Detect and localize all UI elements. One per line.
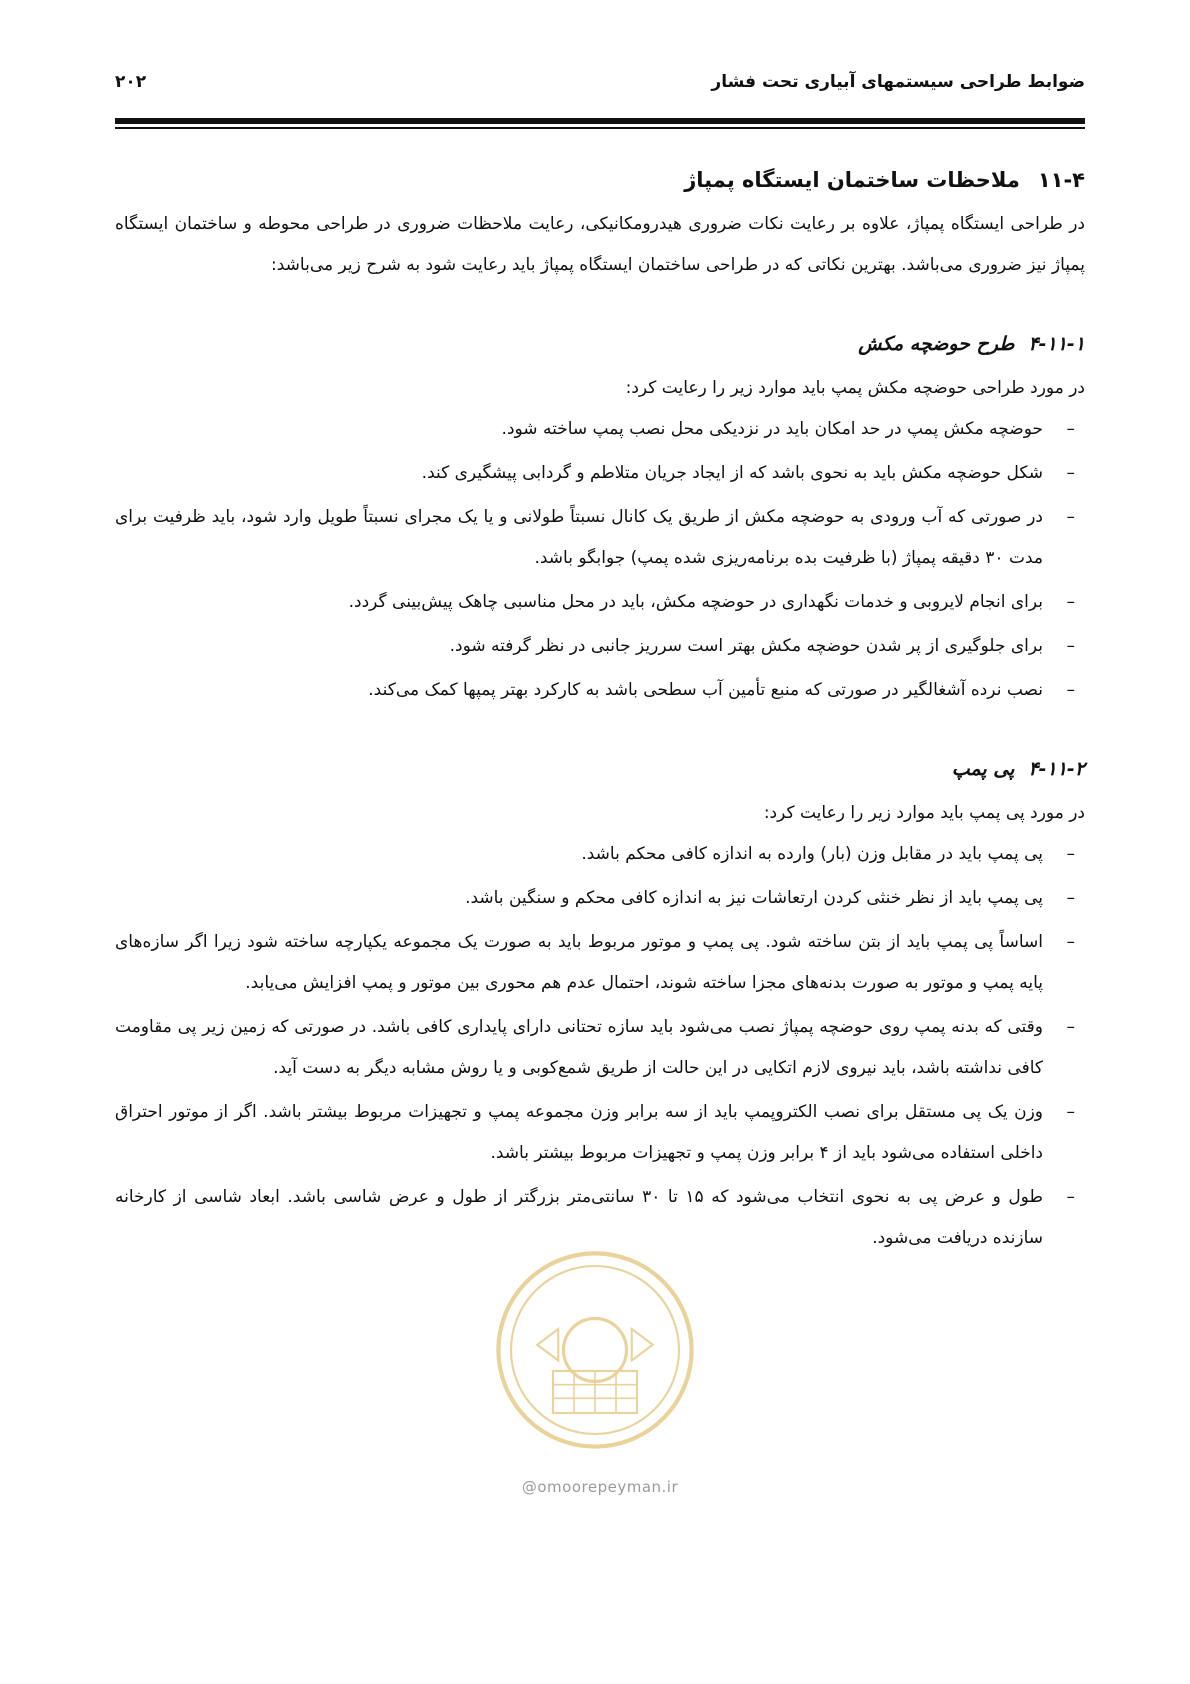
- subsection-heading-2: [115, 749, 1085, 789]
- page-number: ۲۰۲: [115, 72, 147, 92]
- subsection-intro-1: در مورد طراحی حوضچه مکش پمپ باید موارد زیر را رعایت کرد:: [625, 378, 1085, 398]
- section-title: ملاحظات ساختمان ایستگاه پمپاژ: [684, 168, 1020, 192]
- pump-foundation-list: [115, 834, 1085, 1259]
- list-item: – اساساً پی پمپ باید از بتن ساخته شود. پی پمپ و موتور مربوط باید به صورت یک مجموعه یکپارچه ساخته شود زیرا اگر سازه‌های پایه پمپ و موتور به صورت بدنه‌های مجزا ساخته شوند، احتمال عدم هم محوری بین موتور و پمپ افزایش می‌یابد.: [115, 922, 1085, 1004]
- subsection-number-1: ۴-۱۱-۱: [1028, 333, 1085, 355]
- header-rule-thin: [115, 127, 1085, 129]
- watermark-seal-icon: [490, 1245, 700, 1455]
- list-item: – برای جلوگیری از پر شدن حوضچه مکش بهتر است سرریز جانبی در نظر گرفته شود.: [115, 626, 1085, 667]
- subsection-intro-2: در مورد پی پمپ باید موارد زیر را رعایت کرد:: [763, 803, 1085, 823]
- subsection-heading-1: [115, 324, 1085, 364]
- watermark-text: @omoorepeyman.ir: [521, 1478, 679, 1496]
- running-title: ضوابط طراحی سیستمهای آبیاری تحت فشار: [711, 72, 1085, 92]
- list-item: – پی پمپ باید در مقابل وزن (بار) وارده به اندازه کافی محکم باشد.: [115, 834, 1085, 875]
- subsection-number-2: ۴-۱۱-۲: [1028, 758, 1085, 780]
- section-intro: در طراحی ایستگاه پمپاژ، علاوه بر رعایت نکات ضروری هیدرومکانیکی، رعایت ملاحظات ضروری در طراحی محوطه و ساختمان ایستگاه پمپاژ نیز ضروری می‌باشد. بهترین نکاتی که در طراحی ساختمان ایستگاه پمپاژ باید رعایت شود به شرح زیر می‌باشد:: [115, 214, 1085, 275]
- subsection-title-2: پی پمپ: [951, 758, 1015, 780]
- list-item: – در صورتی که آب ورودی به حوضچه مکش از طریق یک کانال نسبتاً طولانی و یا یک مجرای نسبتاً طویل وارد شود، باید ظرفیت برای مدت ۳۰ دقیقه پمپاژ (با ظرفیت بده برنامه‌ریزی شده پمپ) جوابگو باشد.: [115, 497, 1085, 579]
- list-item: – شکل حوضچه مکش باید به نحوی باشد که از ایجاد جریان متلاطم و گردابی پیشگیری کند.: [115, 453, 1085, 494]
- list-item: – پی پمپ باید از نظر خنثی کردن ارتعاشات نیز به اندازه کافی محکم و سنگین باشد.: [115, 878, 1085, 919]
- section-heading: [115, 160, 1085, 200]
- list-item: – برای انجام لایروبی و خدمات نگهداری در حوضچه مکش، باید در محل مناسبی چاهک پیش‌بینی گردد.: [115, 582, 1085, 623]
- list-item: – طول و عرض پی به نحوی انتخاب می‌شود که ۱۵ تا ۳۰ سانتی‌متر بزرگتر از طول و عرض شاسی باشد. ابعاد شاسی از کارخانه سازنده دریافت می‌شود.: [115, 1177, 1085, 1259]
- subsection-title-1: طرح حوضچه مکش: [858, 333, 1015, 355]
- list-item: – وزن یک پی مستقل برای نصب الکتروپمپ باید از سه برابر وزن مجموعه پمپ و تجهیزات مربوط بیشتر باشد. اگر از موتور احتراق داخلی استفاده می‌شود باید از ۴ برابر وزن پمپ و تجهیزات مربوط بیشتر باشد.: [115, 1092, 1085, 1174]
- list-item: – نصب نرده آشغالگیر در صورتی که منبع تأمین آب سطحی باشد به کارکرد بهتر پمپها کمک می‌کند.: [115, 670, 1085, 711]
- suction-basin-list: [115, 409, 1085, 711]
- header-rule-thick: [115, 118, 1085, 124]
- page-header: [115, 72, 1085, 92]
- list-item: – حوضچه مکش پمپ در حد امکان باید در نزدیکی محل نصب پمپ ساخته شود.: [115, 409, 1085, 450]
- section-number: ۱۱-۴: [1037, 168, 1085, 192]
- list-item: – وقتی که بدنه پمپ روی حوضچه پمپاژ نصب می‌شود باید سازه تحتانی دارای پایداری کافی باشد. در صورتی که زمین زیر پی مقاومت کافی نداشته باشد، باید نیروی لازم اتکایی در این حالت از طریق شمع‌کوبی و یا روش مشابه دیگر به دست آید.: [115, 1007, 1085, 1089]
- page-content: [115, 160, 1085, 1262]
